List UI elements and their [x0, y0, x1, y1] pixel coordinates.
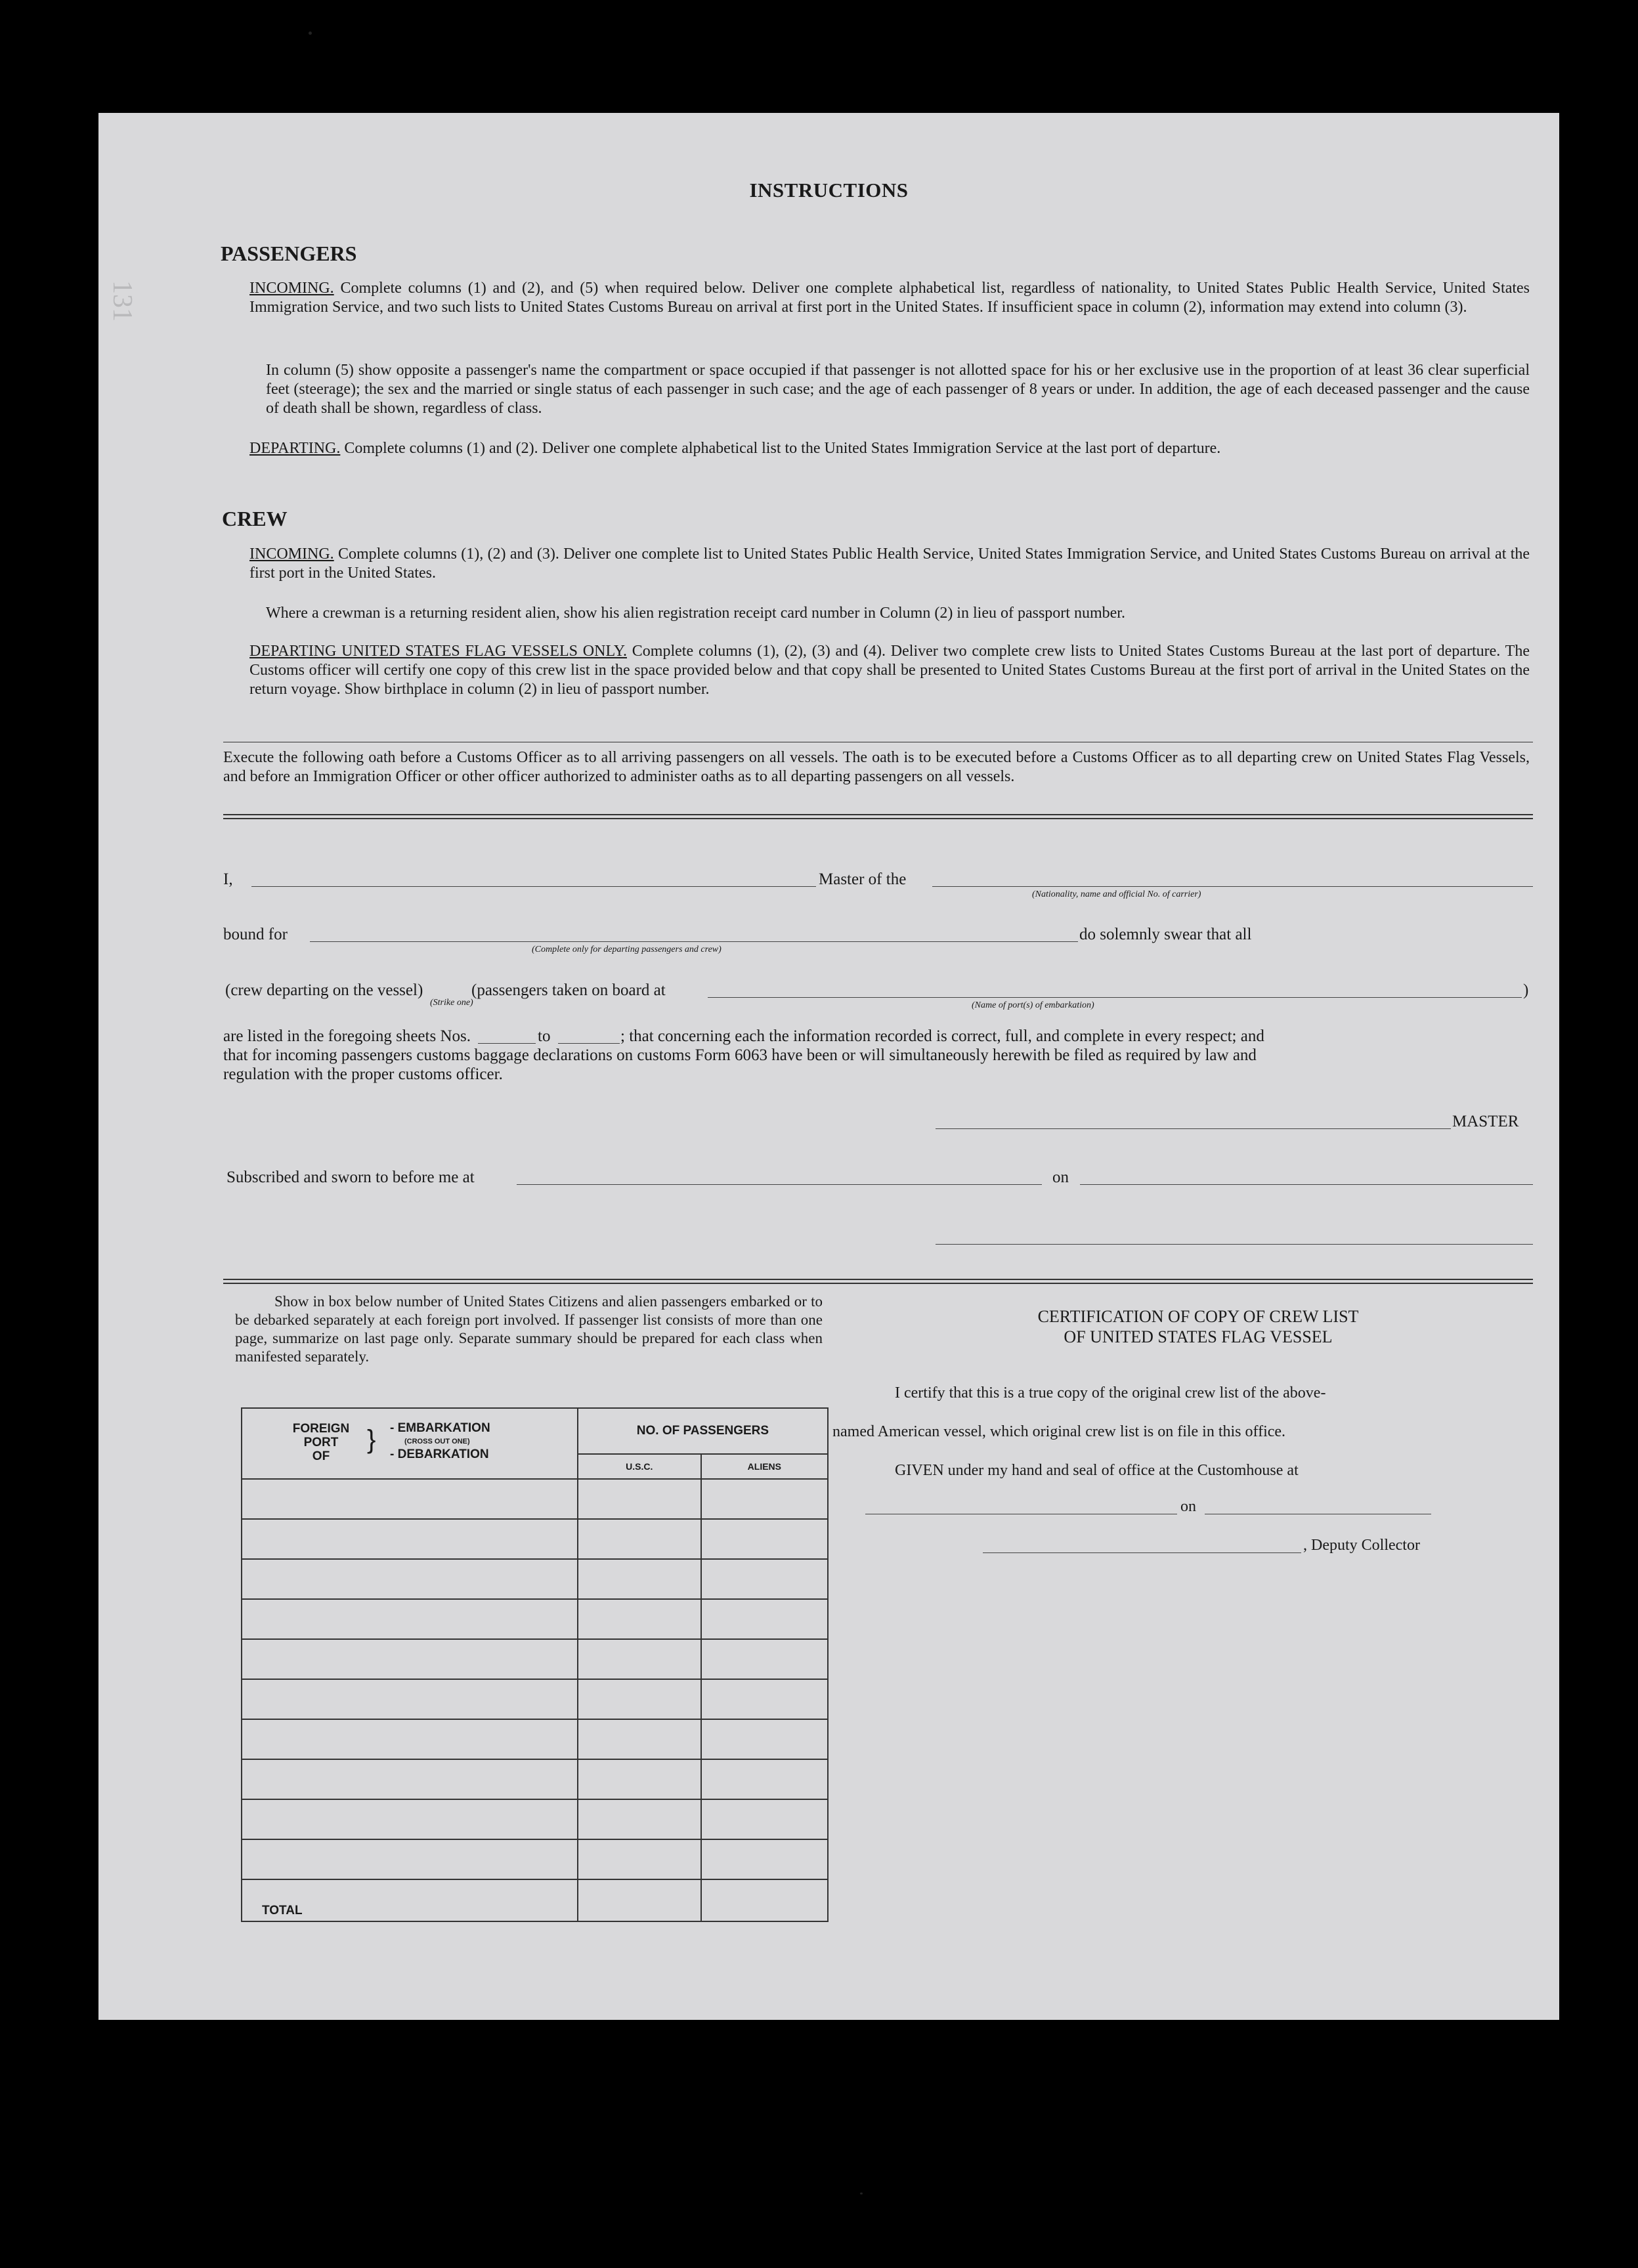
ports-caption: (Name of port(s) of embarkation) [972, 1000, 1094, 1010]
passengers-incoming-paragraph [249, 279, 1530, 317]
crew-departing-paragraph [249, 642, 1530, 699]
port-cell[interactable] [242, 1719, 578, 1759]
sheet-to-field[interactable] [558, 1043, 620, 1044]
total-aliens-cell[interactable] [701, 1879, 828, 1921]
bound-for-caption: (Complete only for departing passengers and crew) [532, 945, 722, 954]
aliens-cell[interactable] [701, 1679, 828, 1719]
embarkation-label: - EMBARKATION [390, 1421, 490, 1435]
aliens-cell[interactable] [701, 1599, 828, 1639]
crew-departing-option[interactable]: (crew departing on the vessel) [225, 981, 423, 999]
embark-debark-labels [390, 1422, 490, 1461]
summary-row [242, 1759, 828, 1799]
usc-cell[interactable] [578, 1679, 701, 1719]
usc-cell[interactable] [578, 1839, 701, 1879]
port-cell[interactable] [242, 1679, 578, 1719]
passengers-departing-label: DEPARTING. [249, 440, 341, 457]
aliens-cell[interactable] [701, 1479, 828, 1519]
passengers-incoming-label: INCOMING. [249, 280, 334, 297]
summary-row [242, 1679, 828, 1719]
passengers-taken-option[interactable]: (passengers taken on board at [471, 981, 666, 999]
crew-departing-text: Complete columns (1), (2), (3) and (4). Deliver two complete crew lists to United States Customs Bureau at the last port of departure. The Customs officer will certify one copy of this crew list in the space provided below and that copy shall be presented to United States Customs Bureau at the first port of arrival in the United States on the return voyage. Show birthplace in column (2) in lieu of passport number. [249, 643, 1530, 698]
carrier-field[interactable] [932, 886, 1533, 887]
certify-line1: I certify that this is a true copy of the original crew list of the above- [895, 1384, 1326, 1401]
sheet-from-field[interactable] [478, 1043, 536, 1044]
ports-field[interactable] [708, 997, 1522, 998]
listed-line2: that for incoming passengers customs baggage declarations on customs Form 6063 have been or will simultaneously herewith be filed as required by law and [223, 1046, 1257, 1064]
swear-text: do solemnly swear that all [1079, 926, 1252, 943]
summary-row [242, 1839, 828, 1879]
port-cell[interactable] [242, 1559, 578, 1599]
deputy-collector-label: , Deputy Collector [1303, 1537, 1420, 1554]
summary-row [242, 1479, 828, 1519]
scan-speck [860, 2193, 863, 2194]
certification-on-label: on [1180, 1498, 1196, 1515]
port-cell[interactable] [242, 1479, 578, 1519]
master-label: MASTER [1452, 1113, 1519, 1130]
given-line: GIVEN under my hand and seal of office at the Customhouse at [895, 1462, 1299, 1479]
port-cell[interactable] [242, 1799, 578, 1839]
port-cell[interactable] [242, 1519, 578, 1559]
header-no-passengers: NO. OF PASSENGERS [578, 1408, 828, 1454]
certification-title-line1: CERTIFICATION OF COPY OF CREW LIST [1037, 1307, 1359, 1326]
oath-i-label: I, [223, 870, 233, 888]
summary-row [242, 1799, 828, 1839]
bound-for-label: bound for [223, 926, 288, 943]
aliens-cell[interactable] [701, 1799, 828, 1839]
listed-line1-rest: ; that concerning each the information recorded is correct, full, and complete in every respect; and [620, 1027, 1264, 1045]
cross-out-label: (CROSS OUT ONE) [404, 1438, 470, 1445]
usc-cell[interactable] [578, 1799, 701, 1839]
passengers-departing-paragraph [249, 439, 1530, 458]
aliens-cell[interactable] [701, 1639, 828, 1679]
crew-resident-paragraph: Where a crewman is a returning resident alien, show his alien registration receipt card number in Column (2) in lieu of passport number. [266, 605, 1125, 622]
port-cell[interactable] [242, 1759, 578, 1799]
usc-cell[interactable] [578, 1479, 701, 1519]
aliens-cell[interactable] [701, 1559, 828, 1599]
crew-heading: CREW [222, 507, 288, 530]
aliens-cell[interactable] [701, 1839, 828, 1879]
usc-cell[interactable] [578, 1759, 701, 1799]
master-of-the-label: Master of the [819, 870, 907, 888]
oath-instructions: Execute the following oath before a Customs Officer as to all arriving passengers on all vessels. The oath is to be executed before a Customs Officer as to all departing crew on United States Flag Vessels, and before an Immigration Officer or other officer authorized to administer oaths as to all departing passengers on all vessels. [223, 749, 1530, 785]
certification-title [929, 1306, 1467, 1347]
summary-row [242, 1519, 828, 1559]
brace-mark: } [367, 1425, 376, 1454]
summary-row [242, 1639, 828, 1679]
usc-cell[interactable] [578, 1719, 701, 1759]
foreign-port-label: FOREIGN PORT OF [292, 1422, 350, 1463]
master-signature-field[interactable] [936, 1128, 1451, 1129]
summary-intro: Show in box below number of United States Citizens and alien passengers embarked or to be debarked separately at each foreign port involved. If passenger list consists of more than one page, summarize on last page only. Separate summary should be prepared for each class when manifested separately. [235, 1293, 823, 1365]
subscribed-date-field[interactable] [1080, 1184, 1533, 1185]
usc-cell[interactable] [578, 1559, 701, 1599]
passenger-summary-table [241, 1407, 829, 1922]
summary-row [242, 1559, 828, 1599]
crew-incoming-label: INCOMING. [249, 546, 334, 563]
port-cell[interactable] [242, 1599, 578, 1639]
crew-incoming-paragraph [249, 545, 1530, 583]
port-cell[interactable] [242, 1839, 578, 1879]
subscribed-label: Subscribed and sworn to before me at [226, 1168, 475, 1186]
aliens-cell[interactable] [701, 1519, 828, 1559]
passengers-incoming-text: Complete columns (1) and (2), and (5) when required below. Deliver one complete alphabetical list, regardless of nationality, to United States Public Health Service, United States Immigration Service, and two such lists to United States Customs Bureau on arrival at first port in the United States. If insufficient space in column (2), information may extend into column (3). [249, 280, 1530, 316]
header-aliens: ALIENS [701, 1454, 828, 1479]
deputy-collector-field[interactable] [983, 1552, 1301, 1553]
total-usc-cell[interactable] [578, 1879, 701, 1921]
aliens-cell[interactable] [701, 1719, 828, 1759]
usc-cell[interactable] [578, 1639, 701, 1679]
certify-line2: named American vessel, which original crew list is on file in this office. [832, 1423, 1286, 1440]
subscribed-on-label: on [1052, 1168, 1069, 1186]
close-paren: ) [1523, 981, 1529, 999]
summary-row [242, 1599, 828, 1639]
listed-prefix: are listed in the foregoing sheets Nos. [223, 1027, 471, 1045]
header-usc: U.S.C. [578, 1454, 701, 1479]
margin-stamp: 131 [107, 280, 137, 322]
passengers-departing-text: Complete columns (1) and (2). Deliver one complete alphabetical list to the United States Immigration Service at the last port of departure. [344, 440, 1221, 457]
officer-signature-field[interactable] [936, 1244, 1533, 1245]
usc-cell[interactable] [578, 1599, 701, 1639]
column5-paragraph: In column (5) show opposite a passenger's name the compartment or space occupied if that passenger is not allotted space for his or her exclusive use in the proportion of at least 36 clear superficial feet (steerage); the sex and the married or single status of each passenger in such case; and the age of each passenger of 8 years or under. In addition, the age of each deceased passenger and the cause of death shall be shown, regardless of class. [266, 362, 1530, 417]
strike-caption: (Strike one) [430, 998, 473, 1008]
debarkation-label: - DEBARKATION [390, 1447, 489, 1461]
form-page [98, 113, 1559, 2020]
header-foreign-port [242, 1408, 578, 1479]
subscribed-at-field[interactable] [517, 1184, 1042, 1185]
crew-incoming-text: Complete columns (1), (2) and (3). Deliver one complete list to United States Public Health Service, United States Immigration Service, and United States Customs Bureau on arrival at the first port in the United States. [249, 546, 1530, 582]
bound-for-field[interactable] [310, 941, 1078, 942]
crew-departing-label: DEPARTING UNITED STATES FLAG VESSELS ONLY. [249, 643, 627, 660]
port-cell[interactable] [242, 1639, 578, 1679]
certification-title-line2: OF UNITED STATES FLAG VESSEL [1064, 1327, 1333, 1346]
listed-line3: regulation with the proper customs officer. [223, 1065, 503, 1083]
master-name-field[interactable] [251, 886, 816, 887]
total-label: TOTAL [242, 1879, 578, 1921]
carrier-caption: (Nationality, name and official No. of carrier) [1032, 889, 1201, 899]
aliens-cell[interactable] [701, 1759, 828, 1799]
summary-row [242, 1719, 828, 1759]
to-label: to [538, 1027, 551, 1045]
double-rule [223, 1279, 1533, 1284]
passengers-heading: PASSENGERS [221, 242, 357, 265]
instructions-title: INSTRUCTIONS [749, 179, 909, 202]
scan-speck [309, 32, 312, 35]
double-rule [223, 814, 1533, 819]
usc-cell[interactable] [578, 1519, 701, 1559]
